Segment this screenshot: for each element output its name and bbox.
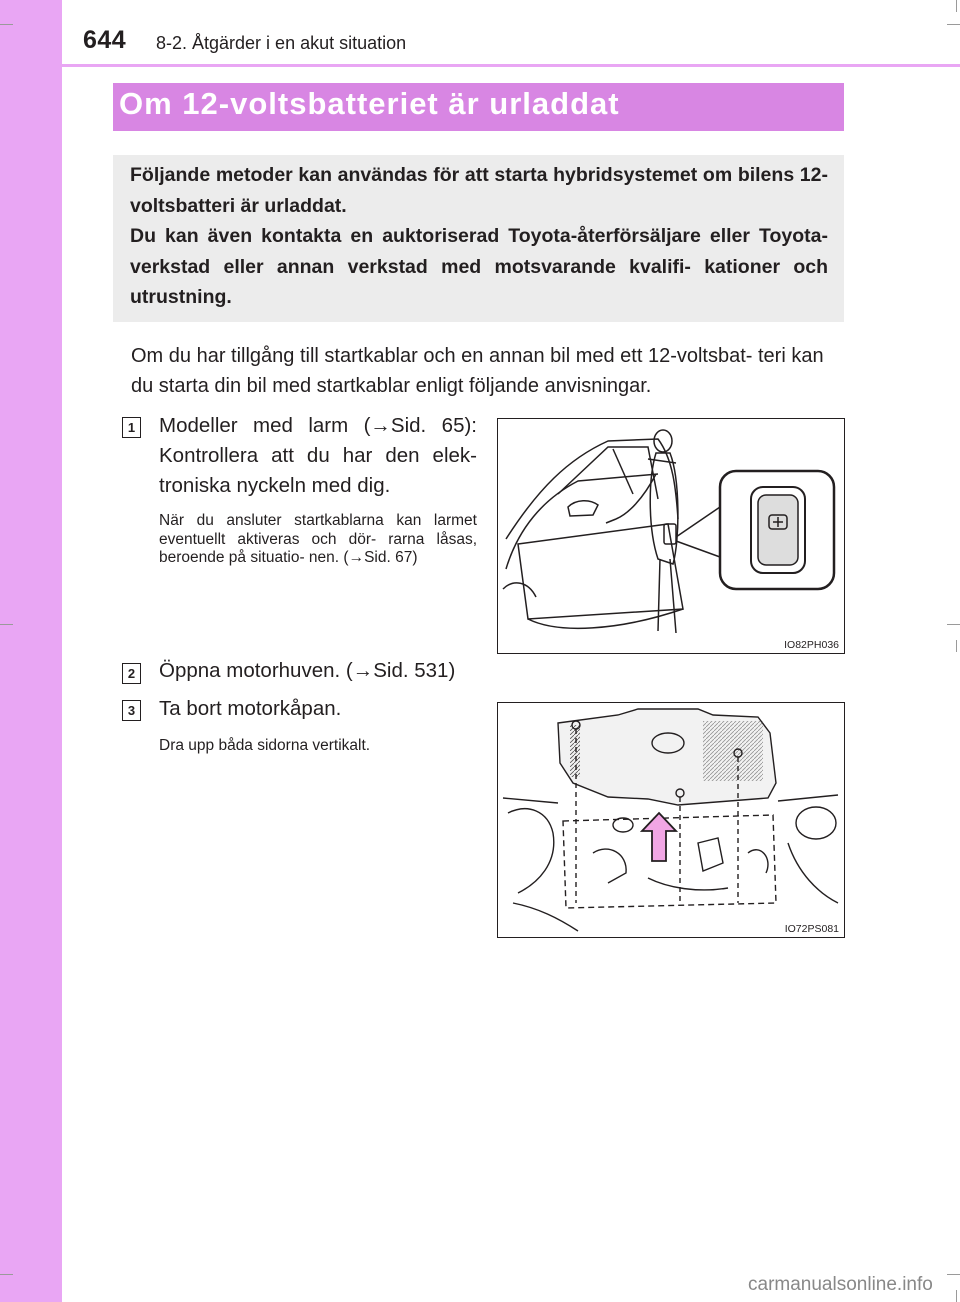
crop-mark (956, 640, 957, 652)
step-number-2: 2 (122, 663, 141, 684)
engine-cover-illustration (498, 703, 844, 937)
figure-code: IO82PH036 (784, 639, 839, 651)
crop-mark (956, 1290, 957, 1302)
watermark: carmanualsonline.info (748, 1274, 933, 1295)
header-rule (62, 64, 960, 67)
figure-engine-cover (497, 702, 845, 938)
intro-paragraph: Du kan även kontakta en auktoriserad Toyota-återförsäljare eller Toyota-verkstad eller annan verkstad med motsvarande kvalifi- kationer och utrustning. (130, 225, 828, 308)
figure-electronic-key (497, 418, 845, 654)
crop-mark (947, 1274, 960, 1275)
step-number-1: 1 (122, 417, 141, 438)
car-door-key-illustration (498, 419, 844, 653)
step-2-text: Öppna motorhuven. (→Sid. 531) (159, 659, 456, 682)
crop-mark (947, 624, 960, 625)
intro-text (130, 160, 828, 313)
figure-code: IO72PS081 (784, 923, 839, 935)
body-paragraph: Om du har tillgång till startkablar och en annan bil med ett 12-voltsbat- teri kan du starta din bil med startkablar enligt följande anvisningar. (131, 345, 824, 397)
crop-mark (947, 24, 960, 25)
page-title: Om 12-voltsbatteriet är urladdat (119, 86, 620, 121)
crop-mark (0, 24, 13, 25)
page-number: 644 (83, 26, 127, 54)
step-1-note: När du ansluter startkablarna kan larmet eventuellt aktiveras och dör- rarna låsas, beroende på situatio- nen. (→Sid. 67) (159, 512, 477, 566)
section-tab-bar (0, 0, 62, 1302)
crop-mark (0, 1274, 13, 1275)
lift-arrow (642, 813, 676, 861)
step-3-text: Ta bort motorkåpan. (159, 697, 342, 720)
step-3-note: Dra upp båda sidorna vertikalt. (159, 737, 371, 754)
crop-mark (0, 624, 13, 625)
step-number-3: 3 (122, 700, 141, 721)
intro-paragraph: Följande metoder kan användas för att starta hybridsystemet om bilens 12-voltsbatteri är urladdat. (130, 164, 828, 217)
crop-mark (956, 0, 957, 12)
step-1-text: Modeller med larm (→Sid. 65): Kontrollera att du har den elek- troniska nyckeln med dig. (159, 414, 477, 497)
section-path: 8-2. Åtgärder i en akut situation (156, 33, 407, 53)
